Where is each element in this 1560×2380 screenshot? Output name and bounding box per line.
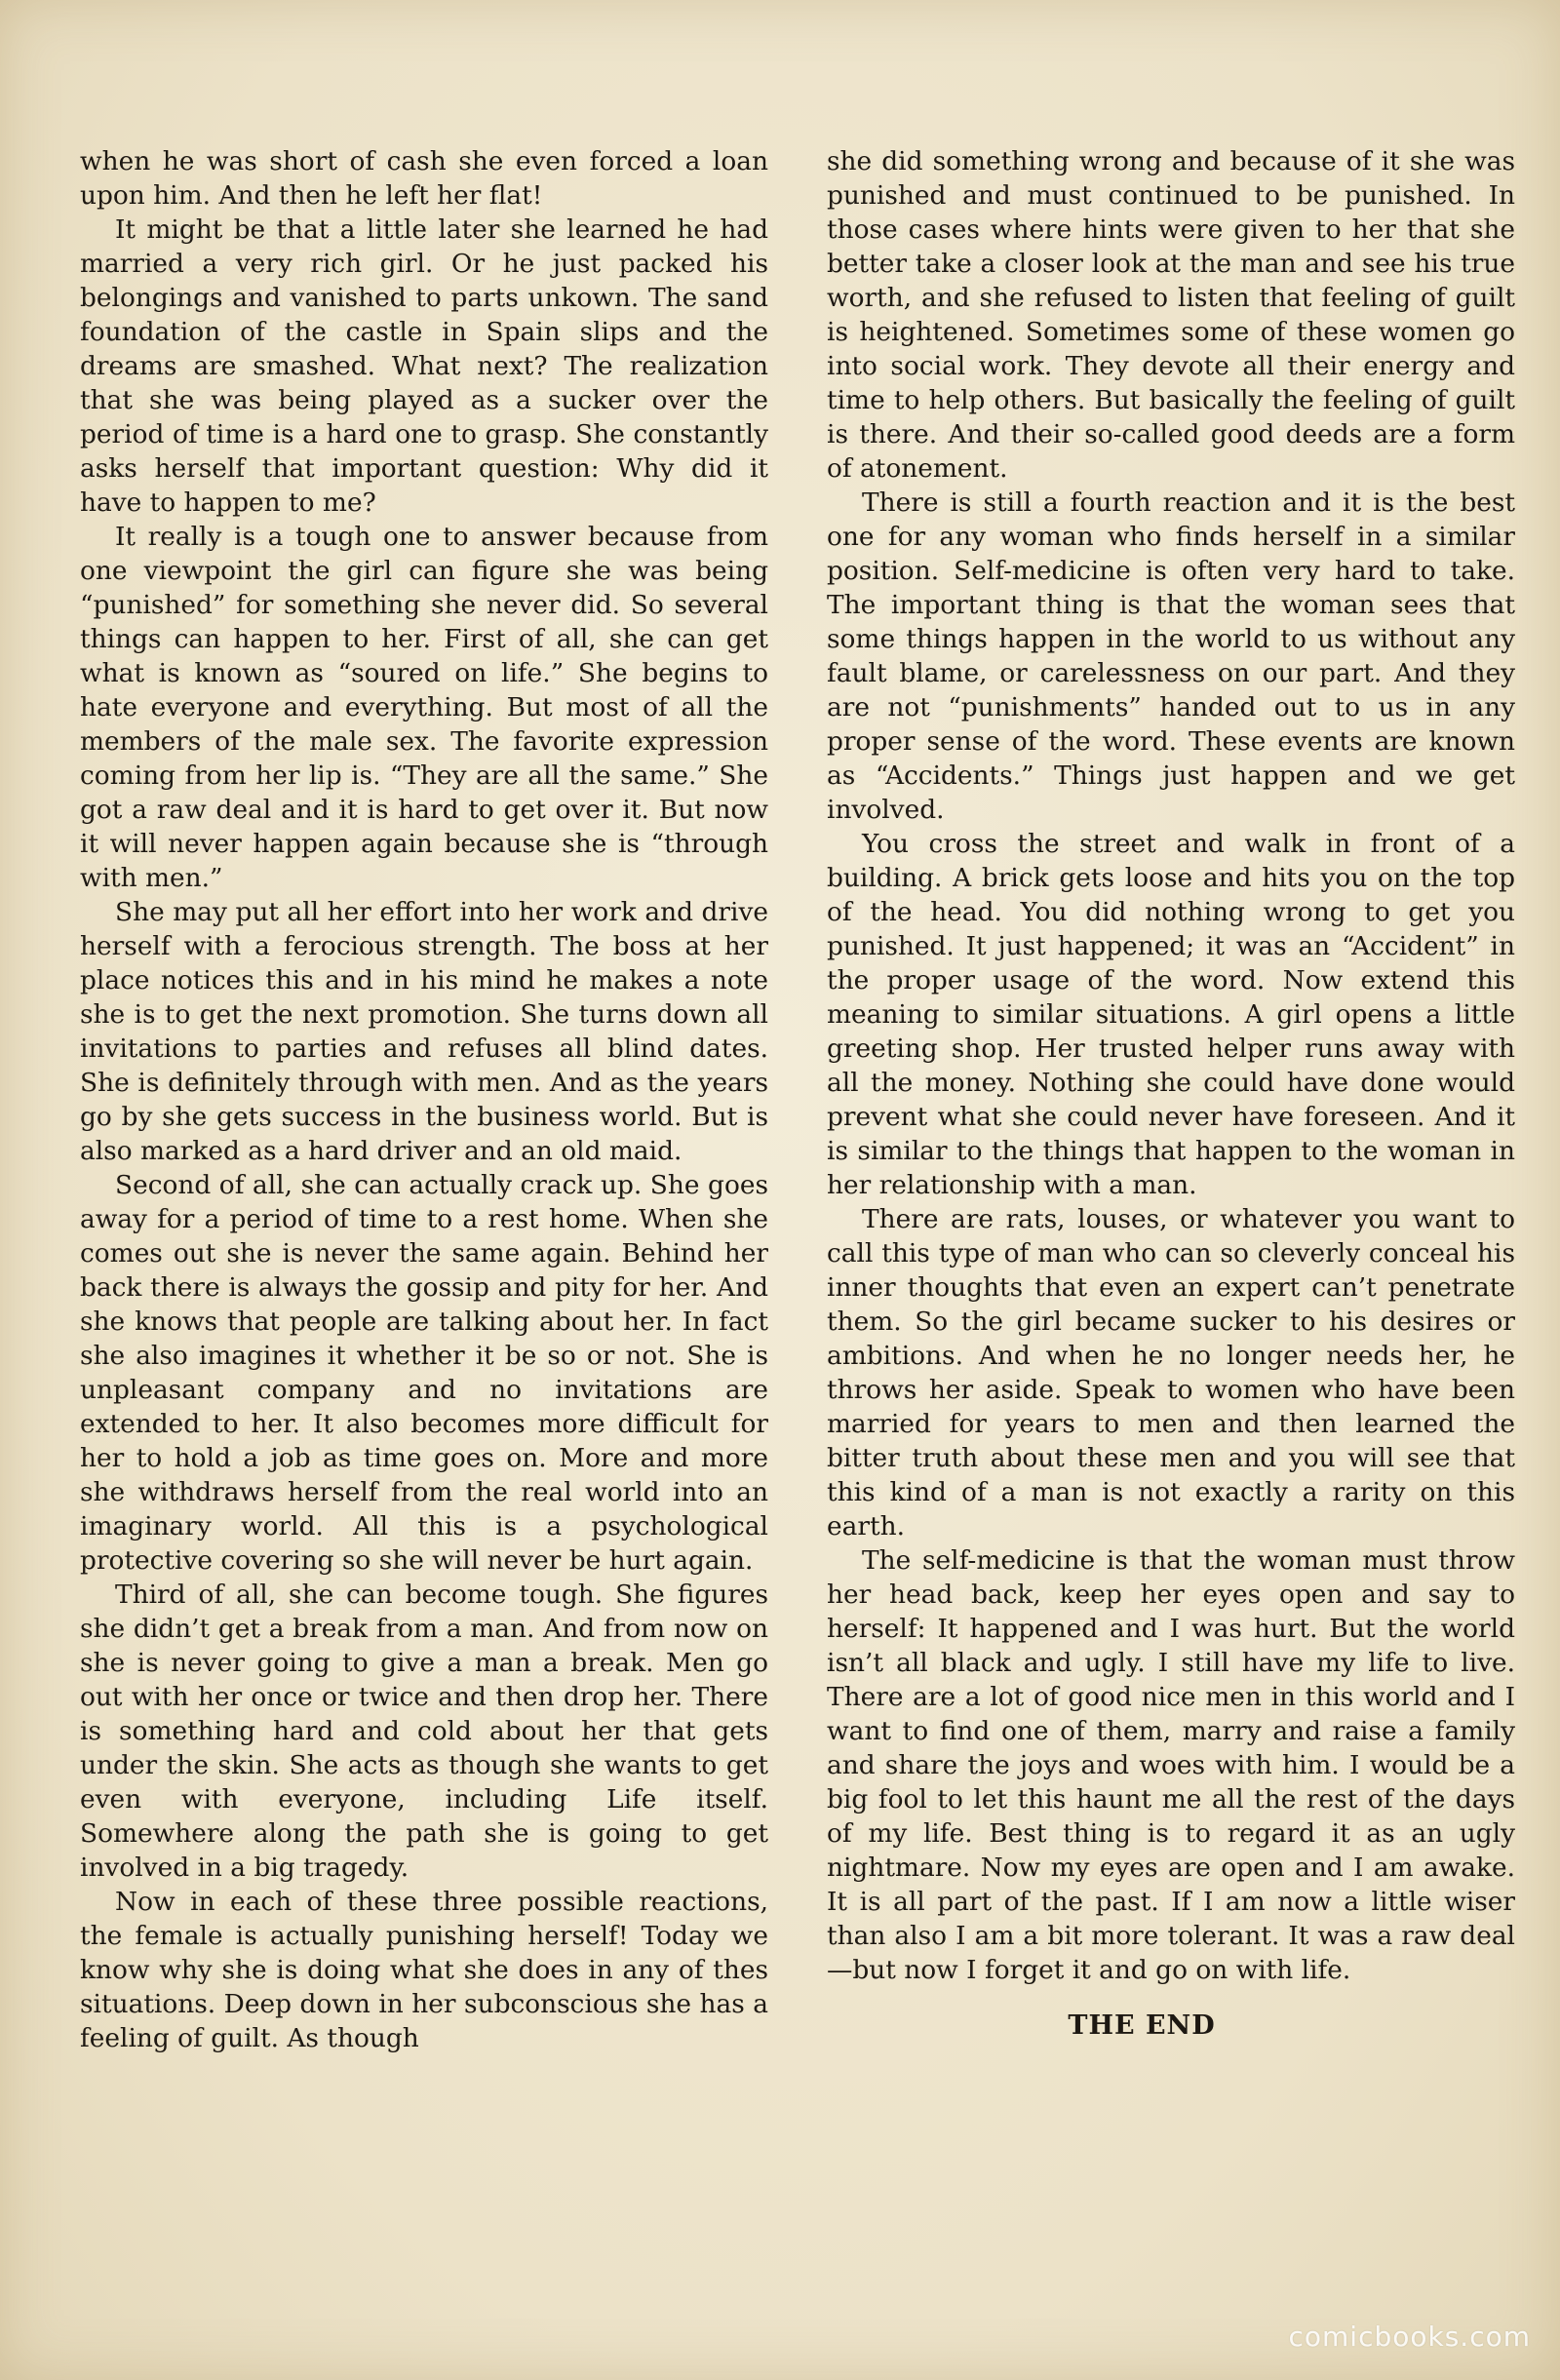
watermark: comicbooks.com bbox=[1288, 2321, 1531, 2353]
paragraph: Now in each of these three possible reactions, the female is actually punishing herself! Today we know why she is doing what she does in any of thes situations. Deep down in her subconscious she has a feeling of guilt. As though bbox=[80, 1887, 768, 2053]
paragraph: She may put all her effort into her work and drive herself with a ferocious strength. The boss at her place notices this and in his mind he makes a note she is to get the next promotion. She turns down all invitations to parties and refuses all blind dates. She is definitely through with men. And as the years go by she gets success in the business world. But is also marked as a hard driver and an old maid. bbox=[80, 897, 768, 1166]
left-text-column bbox=[80, 144, 768, 2055]
paragraph: Second of all, she can actually crack up. She goes away for a period of time to a rest home. When she comes out she is never the same again. Behind her back there is always the gossip and pity for her. And she knows that people are talking about her. In fact she also imagines it whether it be so or not. She is unpleasant company and no invitations are extended to her. It also becomes more difficult for her to hold a job as time goes on. More and more she withdraws herself from the real world into an imaginary world. All this is a psychological protective covering so she will never be hurt again. bbox=[80, 1170, 768, 1576]
paragraph: You cross the street and walk in front of a building. A brick gets loose and hits you on the top of the head. You did nothing wrong to get you punished. It just happened; it was an “Accident” in the proper usage of the word. Now extend this meaning to similar situations. A girl opens a little greeting shop. Her trusted helper runs away with all the money. Nothing she could have done would prevent what she could never have foreseen. And it is similar to the things that happen to the woman in her relationship with a man. bbox=[827, 829, 1515, 1200]
paragraph: It really is a tough one to answer because from one viewpoint the girl can figure she was being “punished” for something she never did. So several things can happen to her. First of all, she can get what is known as “soured on life.” She begins to hate everyone and everything. But most of all the members of the male sex. The favorite expression coming from her lip is. “They are all the same.” She got a raw deal and it is hard to get over it. But now it will never happen again because she is “through with men.” bbox=[80, 522, 768, 893]
the-end-label: THE END bbox=[1068, 2010, 1216, 2041]
paragraph: she did something wrong and because of it she was punished and must continued to be punished. In those cases where hints were given to her that she better take a closer look at the man and see his true worth, and she refused to listen that feeling of guilt is heightened. Sometimes some of these women go into social work. They devote all their energy and time to help others. But basically the feeling of guilt is there. And their so-called good deeds are a form of atonement. bbox=[827, 146, 1515, 484]
right-text-column bbox=[827, 144, 1515, 2043]
paragraph: when he was short of cash she even forced a loan upon him. And then he left her flat! bbox=[80, 146, 768, 211]
paragraph: It might be that a little later she learned he had married a very rich girl. Or he just packed his belongings and vanished to parts unkown. The sand foundation of the castle in Spain slips and the dreams are smashed. What next? The realization that she was being played as a sucker over the period of time is a hard one to grasp. She constantly asks herself that important question: Why did it have to happen to me? bbox=[80, 215, 768, 518]
paragraph: There is still a fourth reaction and it is the best one for any woman who finds herself in a similar position. Self-medicine is often very hard to take. The important thing is that the woman sees that some things happen in the world to us without any fault blame, or carelessness on our part. And they are not “punishments” handed out to us in any proper sense of the word. These events are known as “Accidents.” Things just happen and we get involved. bbox=[827, 488, 1515, 825]
paragraph: There are rats, louses, or whatever you want to call this type of man who can so cleverly conceal his inner thoughts that even an expert can’t penetrate them. So the girl became sucker to his desires or ambitions. And when he no longer needs her, he throws her aside. Speak to women who have been married for years to men and then learned the bitter truth about these men and you will see that this kind of a man is not exactly a rarity on this earth. bbox=[827, 1204, 1515, 1541]
paragraph: The self-medicine is that the woman must throw her head back, keep her eyes open and say to herself: It happened and I was hurt. But the world isn’t all black and ugly. I still have my life to live. There are a lot of good nice men in this world and I want to find one of them, marry and raise a family and share the joys and woes with him. I would be a big fool to let this haunt me all the rest of the days of my life. Best thing is to regard it as an ugly nightmare. Now my eyes are open and I am awake. It is all part of the past. If I am now a little wiser than also I am a bit more tolerant. It was a raw deal—but now I forget it and go on with life. bbox=[827, 1545, 1515, 1985]
paragraph: Third of all, she can become tough. She figures she didn’t get a break from a man. And from now on she is never going to give a man a break. Men go out with her once or twice and then drop her. There is something hard and cold about her that gets under the skin. She acts as though she wants to get even with everyone, including Life itself. Somewhere along the path she is going to get involved in a big tragedy. bbox=[80, 1580, 768, 1883]
